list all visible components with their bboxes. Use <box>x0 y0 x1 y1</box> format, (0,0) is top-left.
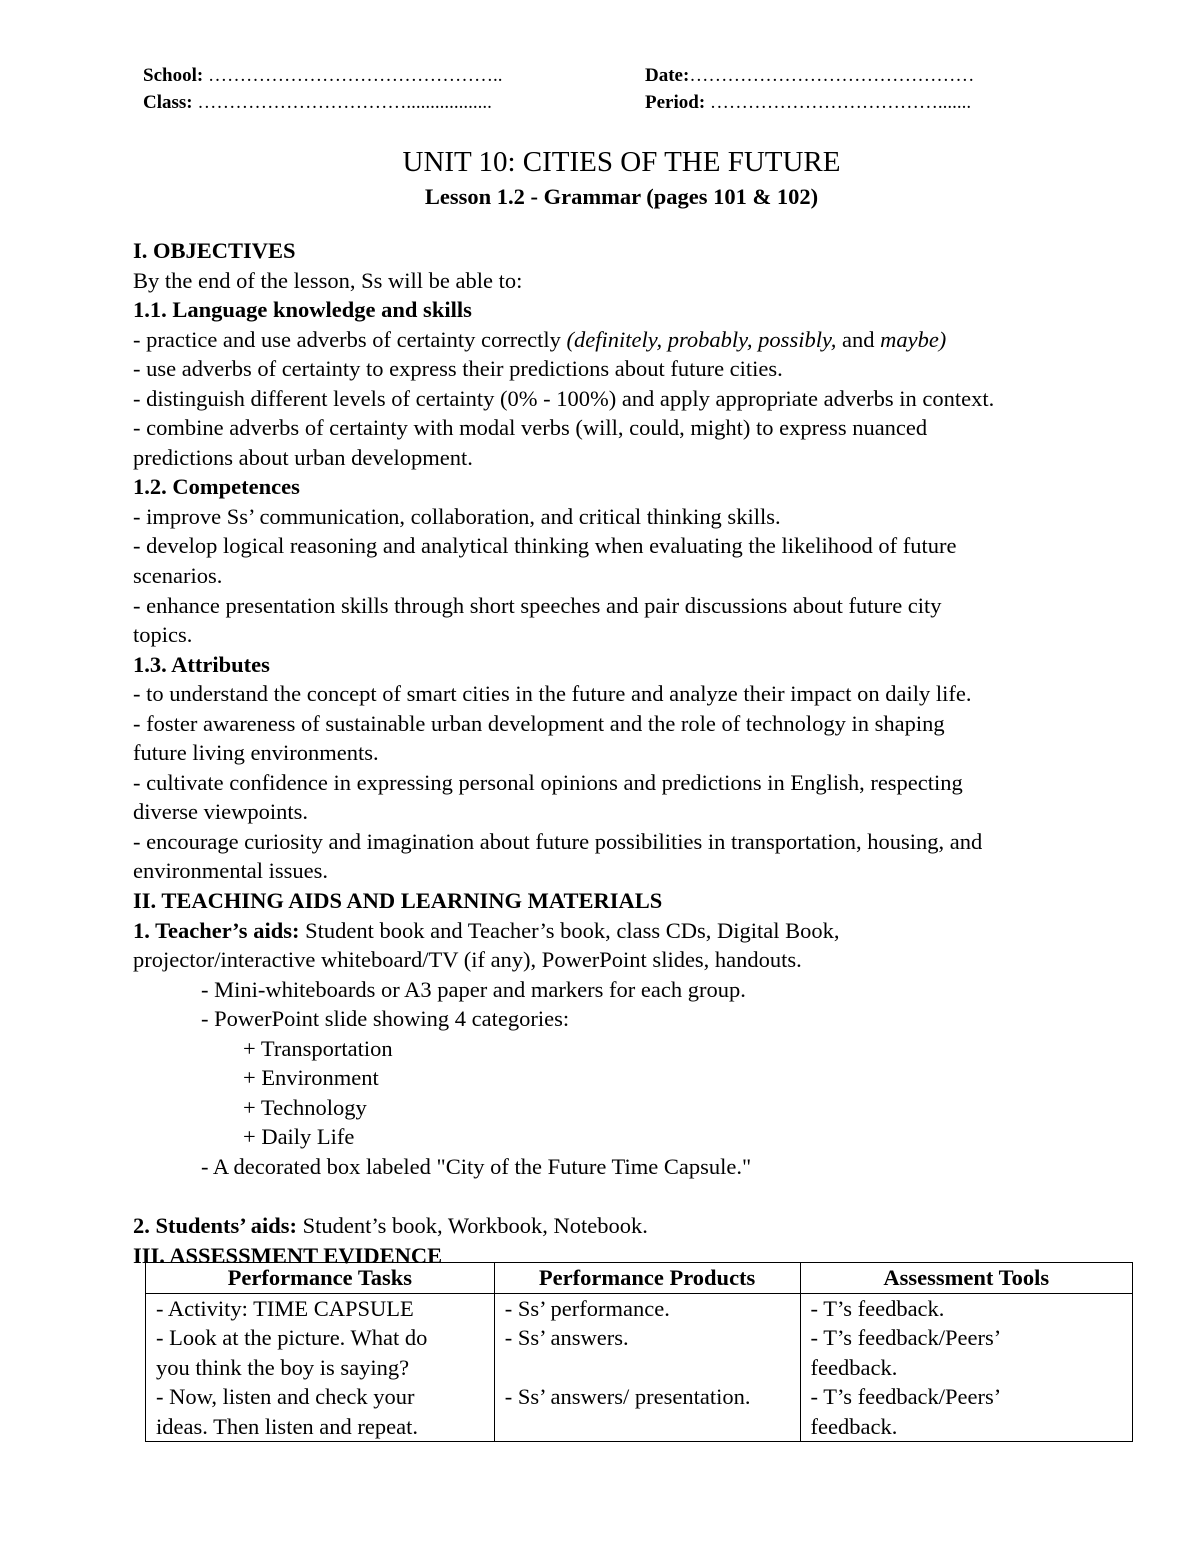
date-dots: ……………………………………… <box>689 65 975 86</box>
school-field <box>143 62 502 89</box>
competences-heading: 1.2. Competences <box>133 474 300 500</box>
period-label: Period: <box>645 92 706 113</box>
period-field <box>645 89 971 116</box>
objectives-intro: By the end of the lesson, Ss will be able to: <box>133 267 523 293</box>
school-label: School: <box>143 65 204 86</box>
teacher-aids-line: projector/interactive whiteboard/TV (if any), PowerPoint slides, handouts. <box>133 947 802 973</box>
column-header: Performance Products <box>494 1263 800 1294</box>
objective-line: diverse viewpoints. <box>133 799 308 825</box>
category-item: + Technology <box>243 1094 367 1120</box>
objective-line: - distinguish different levels of certainty (0% - 100%) and apply appropriate adverbs in context. <box>133 385 995 411</box>
objective-line: - encourage curiosity and imagination about future possibilities in transportation, housing, and <box>133 828 983 854</box>
document-body <box>133 236 1133 1270</box>
objective-line: - to understand the concept of smart cities in the future and analyze their impact on daily life. <box>133 681 972 707</box>
teaching-aids-heading: II. TEACHING AIDS AND LEARNING MATERIALS <box>133 888 663 914</box>
aids-item: - A decorated box labeled "City of the Future Time Capsule." <box>201 1153 752 1179</box>
adverb-examples: (definitely, probably, possibly, <box>566 326 837 352</box>
objective-line: environmental issues. <box>133 858 328 884</box>
objective-line: scenarios. <box>133 563 223 589</box>
unit-title: UNIT 10: CITIES OF THE FUTURE <box>402 146 841 178</box>
objective-line: - combine adverbs of certainty with modal verbs (will, could, might) to express nuanced <box>133 415 928 441</box>
assessment-heading: III. ASSESSMENT EVIDENCE <box>133 1242 443 1268</box>
aids-item: - PowerPoint slide showing 4 categories: <box>201 1006 570 1032</box>
objective-line: - use adverbs of certainty to express their predictions about future cities. <box>133 356 783 382</box>
student-aids-line: 2. Students’ aids: Student’s book, Workbook, Notebook. <box>133 1213 648 1239</box>
school-dots: ……………………………………….. <box>203 65 503 86</box>
column-header: Assessment Tools <box>800 1263 1132 1294</box>
assessment-tools-cell: - T’s feedback. - T’s feedback/Peers’ feedback. - T’s feedback/Peers’ feedback. <box>800 1293 1132 1442</box>
period-dots: ………………………………....... <box>705 92 972 113</box>
class-label: Class: <box>143 92 193 113</box>
performance-products-cell: - Ss’ performance. - Ss’ answers. - Ss’ answers/ presentation. <box>494 1293 800 1442</box>
class-field <box>143 89 492 116</box>
performance-tasks-cell: - Activity: TIME CAPSULE - Look at the picture. What do you think the boy is saying? - Now, listen and check your ideas. Then listen and repeat. <box>146 1293 495 1442</box>
class-dots: …………………………….................. <box>192 92 492 113</box>
objective-line: - foster awareness of sustainable urban development and the role of technology in shaping <box>133 710 945 736</box>
objectives-heading: I. OBJECTIVES <box>133 238 296 263</box>
lesson-subtitle: Lesson 1.2 - Grammar (pages 101 & 102) <box>424 184 819 209</box>
objective-line: - improve Ss’ communication, collaboration, and critical thinking skills. <box>133 503 781 529</box>
attributes-heading: 1.3. Attributes <box>133 651 270 677</box>
objective-line: predictions about urban development. <box>133 444 473 470</box>
teacher-aids-line: 1. Teacher’s aids: Student book and Teacher’s book, class CDs, Digital Book, <box>133 917 840 943</box>
objective-line: - practice and use adverbs of certainty correctly (definitely, probably, possibly, and maybe) <box>133 326 947 352</box>
objective-line: - develop logical reasoning and analytical thinking when evaluating the likelihood of future <box>133 533 957 559</box>
objective-line: topics. <box>133 622 193 648</box>
teacher-aids-label: 1. Teacher’s aids: <box>133 917 300 943</box>
language-knowledge-heading: 1.1. Language knowledge and skills <box>133 297 472 323</box>
objective-line: - cultivate confidence in expressing personal opinions and predictions in English, respecting <box>133 769 963 795</box>
student-aids-label: 2. Students’ aids: <box>133 1213 297 1239</box>
date-label: Date: <box>645 65 690 86</box>
date-field <box>645 62 974 89</box>
objective-line: future living environments. <box>133 740 379 766</box>
objective-line: - enhance presentation skills through short speeches and pair discussions about future city <box>133 592 942 618</box>
category-item: + Daily Life <box>243 1124 355 1150</box>
assessment-table <box>145 1262 1133 1442</box>
aids-item: - Mini-whiteboards or A3 paper and markers for each group. <box>201 976 746 1002</box>
category-item: + Environment <box>243 1065 379 1091</box>
table-header-row <box>146 1263 1133 1294</box>
category-item: + Transportation <box>243 1035 393 1061</box>
table-row <box>146 1293 1133 1442</box>
column-header: Performance Tasks <box>146 1263 495 1294</box>
